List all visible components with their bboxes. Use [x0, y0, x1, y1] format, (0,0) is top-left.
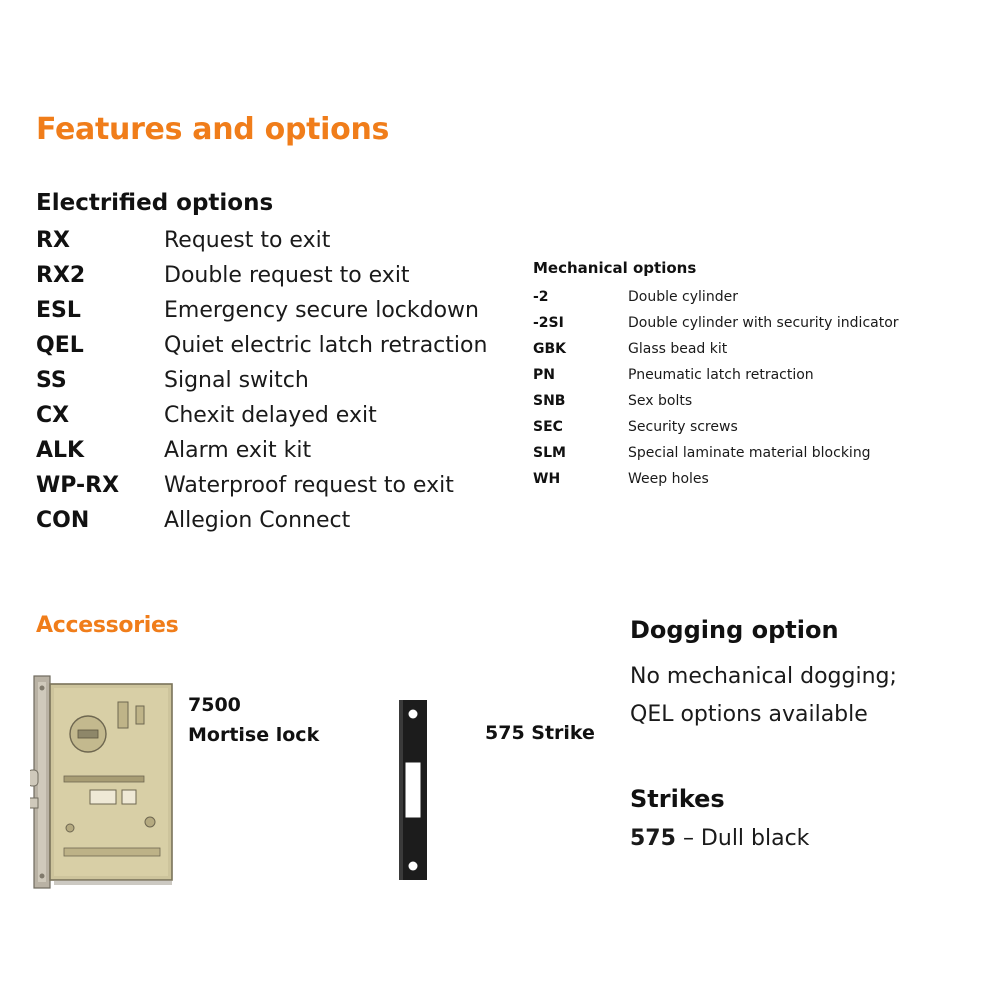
list-item: [36, 473, 516, 508]
option-description: Chexit delayed exit: [164, 403, 377, 428]
option-description: Emergency secure lockdown: [164, 298, 479, 323]
option-code: SS: [36, 368, 67, 393]
option-code: WP-RX: [36, 473, 120, 498]
option-description: Alarm exit kit: [164, 438, 312, 463]
strikes-heading: Strikes: [630, 785, 725, 813]
mechanical-options-list: [533, 289, 993, 497]
option-code: ESL: [36, 298, 81, 323]
option-description: Pneumatic latch retraction: [628, 367, 814, 383]
mortise-lock-label-line2: Mortise lock: [188, 724, 320, 746]
option-description: Sex bolts: [628, 393, 693, 409]
list-item: [36, 298, 516, 333]
list-item: [36, 228, 516, 263]
mortise-lock-label: [188, 690, 388, 750]
strike-label-line1: 575 Strike: [485, 722, 595, 744]
accessories-heading: Accessories: [36, 613, 179, 638]
option-description: Quiet electric latch retraction: [164, 333, 488, 358]
option-description: Double cylinder: [628, 289, 738, 305]
electrified-options-list: [36, 228, 516, 543]
list-item: [36, 438, 516, 473]
option-code: WH: [533, 471, 561, 487]
list-item: [36, 333, 516, 368]
option-description: Security screws: [628, 419, 738, 435]
dogging-line-2: QEL options available: [630, 702, 868, 727]
option-code: SEC: [533, 419, 563, 435]
dogging-option-body: [630, 658, 970, 734]
mortise-lock-label-line1: 7500: [188, 694, 241, 716]
list-item: [36, 263, 516, 298]
dogging-line-1: No mechanical dogging;: [630, 664, 897, 689]
list-item: [36, 368, 516, 403]
mechanical-options-heading: Mechanical options: [533, 259, 697, 277]
list-item: [36, 508, 516, 543]
option-description: Special laminate material blocking: [628, 445, 871, 461]
dogging-option-heading: Dogging option: [630, 616, 839, 644]
strike-code: 575: [630, 826, 676, 851]
option-code: CON: [36, 508, 90, 533]
option-code: GBK: [533, 341, 567, 357]
option-code: SLM: [533, 445, 566, 461]
option-code: PN: [533, 367, 555, 383]
strike-plate-image: [393, 700, 433, 880]
list-item: [533, 471, 993, 497]
electrified-options-heading: Electrified options: [36, 190, 274, 216]
option-description: Glass bead kit: [628, 341, 728, 357]
option-description: Allegion Connect: [164, 508, 351, 533]
mortise-lock-image: [30, 672, 180, 892]
list-item: [533, 445, 993, 471]
list-item: [533, 419, 993, 445]
option-code: -2SI: [533, 315, 564, 331]
option-description: Waterproof request to exit: [164, 473, 454, 498]
option-description: Signal switch: [164, 368, 309, 393]
option-code: -2: [533, 289, 549, 305]
strike-finish: – Dull black: [682, 826, 810, 851]
strikes-body: [630, 826, 970, 851]
list-item: [533, 315, 993, 341]
option-code: ALK: [36, 438, 85, 463]
option-code: QEL: [36, 333, 84, 358]
list-item: [533, 393, 993, 419]
option-description: Double cylinder with security indicator: [628, 315, 899, 331]
list-item: [36, 403, 516, 438]
option-description: Double request to exit: [164, 263, 410, 288]
option-code: RX: [36, 228, 70, 253]
option-code: RX2: [36, 263, 86, 288]
list-item: [533, 367, 993, 393]
features-and-options-heading: Features and options: [36, 112, 390, 147]
list-item: [533, 289, 993, 315]
option-code: CX: [36, 403, 70, 428]
option-description: Request to exit: [164, 228, 331, 253]
option-code: SNB: [533, 393, 566, 409]
list-item: [533, 341, 993, 367]
option-description: Weep holes: [628, 471, 709, 487]
